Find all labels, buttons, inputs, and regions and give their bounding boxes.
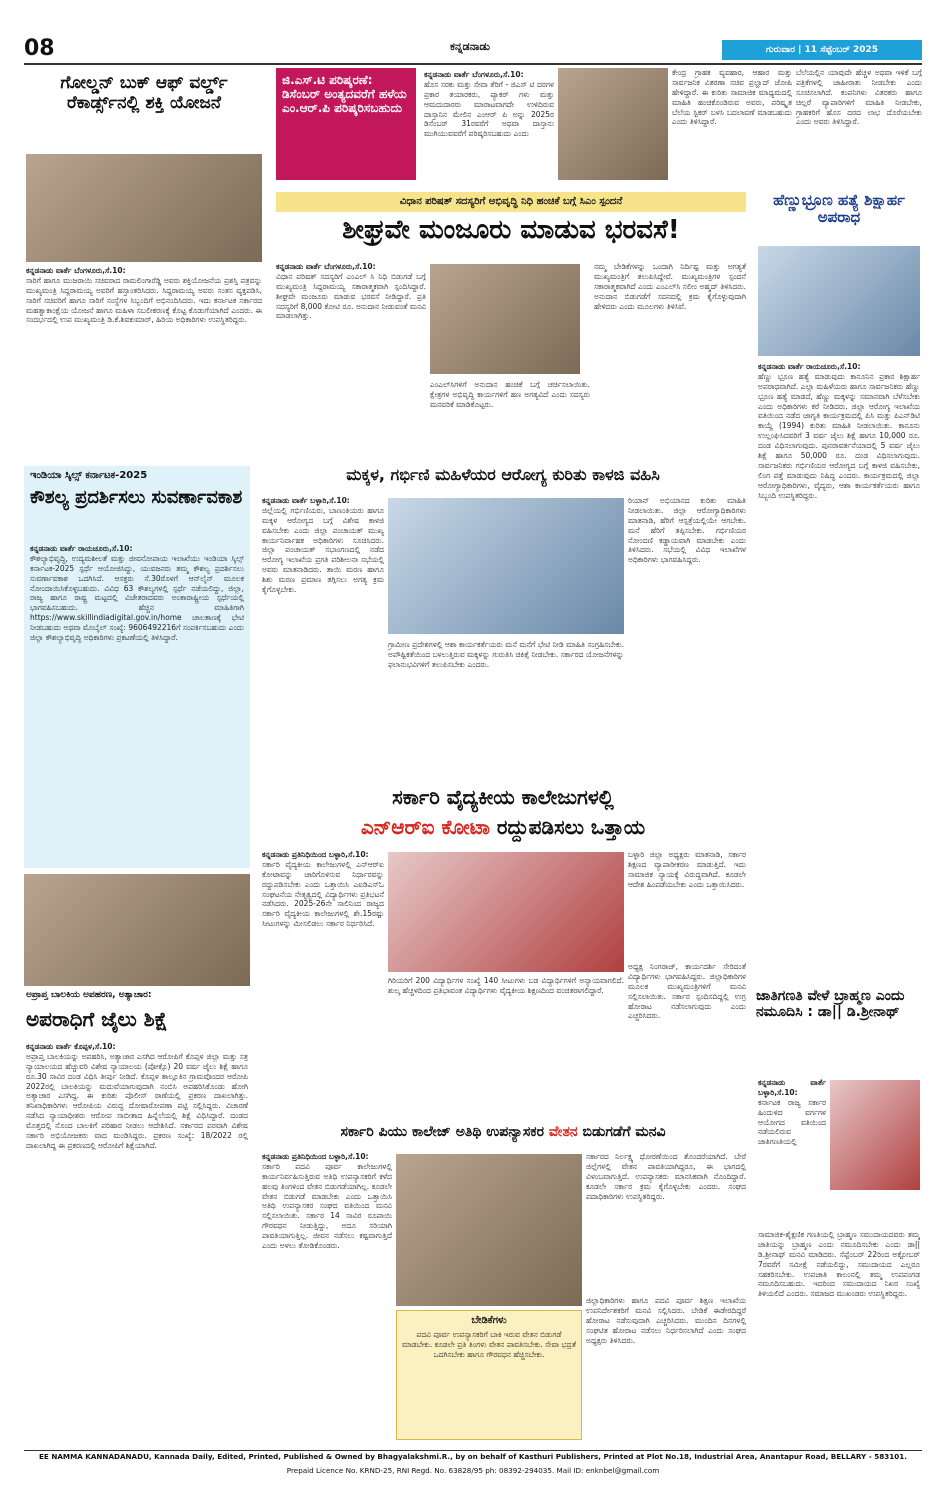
nri-headline-line2 (260, 816, 746, 844)
nri-headline-line1: ಸರ್ಕಾರಿ ವೈದ್ಯಕೀಯ ಕಾಲೇಜುಗಳಲ್ಲಿ (392, 786, 614, 809)
caste-intro-text: ಕರ್ನಾಟಕ ರಾಜ್ಯ ಸರ್ಕಾರ ಹಿಂದುಳಿದ ವರ್ಗಗಳ ಆಯೋಗದ ವತಿಯಿಂದ ನಡೆಯಲಿರುವ ಜಾತಿಗಣತಿಯಲ್ಲಿ (758, 1097, 826, 1147)
nri-dateline: ಕನ್ನಡನಾಡು ಪ್ರತಿನಿಧಿಯಿಂದ ಬಳ್ಳಾರಿ,ಸೆ.10: (262, 850, 369, 859)
puc-demands-body: ಪದವಿ ಪೂರ್ವ ಉಪನ್ಯಾಸಕರಿಗೆ ಬಾಕಿ ಇರುವ ವೇತನ ಬಿಡುಗಡೆ ಮಾಡಬೇಕು. ಕೂಡಲೇ ಪ್ರತಿ ತಿಂಗಳು ವೇತನ ಪಾವತಿಸಬೇಕು. ಸೇವಾ ಭದ್ರತೆ ಒದಗಿಸಬೇಕು ಹಾಗೂ ಗೌರವಧನ ಹೆಚ್ಚಿಸಬೇಕು. (401, 1330, 576, 1359)
gst-body-1: ಹೊಸ ಸರಕು ಮತ್ತು ಸೇವಾ ತೆರಿಗೆ - ಜಿಎಸ್ ಟಿ ದರಗಳ ಪ್ರಕಾರ ತಯಾರಕರು, ಪ್ಯಾಕರ್ ಗಳು ಮತ್ತು ಆಮದುದಾರರು ಮಾರಾಟವಾಗದೇ ಉಳಿದಿರುವ ದಾಸ್ತಾನಿನ ಮೇಲಿನ ಎಂಆರ್ ಪಿ ಅನ್ನು 2025ರ ಡಿಸೆಂಬರ್ 31ರವರೆಗೆ ಅಥವಾ ದಾಸ್ತಾನು ಮುಗಿಯುವವರೆಗೆ ಪರಿಷ್ಕರಿಸಬಹುದು ಎಂದು (424, 79, 554, 139)
puc-headline-red: ವೇತನ (548, 1124, 578, 1140)
date-text: ಗುರುವಾರ | 11 ಸೆಪ್ಟೆಂಬರ್ 2025 (765, 45, 879, 55)
gst-article-col2 (672, 68, 792, 180)
kidnap-body: ಅಪ್ರಾಪ್ತ ಬಾಲಕಿಯನ್ನು ಅಪಹರಿಸಿ, ಅತ್ಯಾಚಾರ ಎಸಗಿದ ಆರೋಪಿಗೆ ಕೊಪ್ಪಳ ಜಿಲ್ಲಾ ಮತ್ತು ಸತ್ರ ನ್ಯಾಯಾಲಯದ ಹೆಚ್ಚುವರಿ ವಿಶೇಷ ನ್ಯಾಯಾಲಯ (ಪೋಕ್ಸೊ) 20 ವರ್ಷ ಜೈಲು ಶಿಕ್ಷೆ ಹಾಗೂ ರೂ.30 ಸಾವಿರ ದಂಡ ವಿಧಿಸಿ ತೀರ್ಪು ನೀಡಿದೆ. ಕೊಪ್ಪಳ ತಾಲ್ಲೂಕಿನ ಗ್ರಾಮವೊಂದರ ಆರೋಪಿ 2022ರಲ್ಲಿ ಬಾಲಕಿಯನ್ನು ಮದುವೆಯಾಗುವುದಾಗಿ ನಂಬಿಸಿ ಅಪಹರಿಸಿಕೊಂಡು ಹೋಗಿ ಅತ್ಯಾಚಾರ ಎಸಗಿದ್ದ. ಈ ಕುರಿತು ಪೊಲೀಸ್ ಠಾಣೆಯಲ್ಲಿ ಪ್ರಕರಣ ದಾಖಲಾಗಿತ್ತು. ತನಿಖಾಧಿಕಾರಿಗಳು ಆರೋಪಿಯ ವಿರುದ್ಧ ದೋಷಾರೋಪಣಾ ಪಟ್ಟಿ ಸಲ್ಲಿಸಿದ್ದರು. ವಿಚಾರಣೆ ನಡೆಸಿದ ನ್ಯಾಯಾಧೀಶರು ಆರೋಪ ಸಾಬೀತಾದ ಹಿನ್ನೆಲೆಯಲ್ಲಿ ಶಿಕ್ಷೆ ವಿಧಿಸಿದ್ದಾರೆ. ದಂಡದ ಮೊತ್ತದಲ್ಲಿ ನೊಂದ ಬಾಲಕಿಗೆ ಪರಿಹಾರ ನೀಡಲು ಆದೇಶಿಸಿದೆ. ಸರ್ಕಾರದ ಪರವಾಗಿ ವಿಶೇಷ ಸರ್ಕಾರಿ ಅಭಿಯೋಜಕರು ವಾದ ಮಂಡಿಸಿದ್ದರು. ಪ್ರಕರಣ ಸಂಖ್ಯೆ: 18/2022 ರಲ್ಲಿ ದಾಖಲಾಗಿದ್ದ ಈ ಪ್ರಕರಣದಲ್ಲಿ ಆರೋಪಿಗೆ ಶಿಕ್ಷೆಯಾಗಿದೆ. (26, 1051, 248, 1150)
skills-article (30, 544, 244, 864)
caste-dateline: ಕನ್ನಡನಾಡು ವಾರ್ತೆ ಬಳ್ಳಾರಿ,ಸೆ.10: (758, 1078, 826, 1097)
pregnant-headline: ಮಕ್ಕಳ, ಗರ್ಭಿಣಿ ಮಹಿಳೆಯರ ಆರೋಗ್ಯ ಕುರಿತು ಕಾಳಜಿ ವಹಿಸಿ (346, 466, 660, 484)
skills-headline: ಕೌಶಲ್ಯ ಪ್ರದರ್ಶಿಸಲು ಸುವರ್ಣಾವಕಾಶ (30, 488, 243, 508)
cm-photo (430, 264, 580, 374)
guinness-headline: ಗೋಲ್ಡನ್ ಬುಕ್ ಆಫ್ ವರ್ಲ್ಡ್ ರೆಕಾರ್ಡ್ಸ್‌ನಲ್ಲಿ ಶಕ್ತಿ ಯೋಜನೆ (60, 73, 228, 113)
gst-banner (276, 68, 416, 180)
cm-body-1: ವಿಧಾನ ಪರಿಷತ್ ಸದಸ್ಯರಿಗೆ ಎಂಎಲ್ ಸಿ ನಿಧಿ ಬಿಡುಗಡೆ ಬಗ್ಗೆ ಮುಖ್ಯಮಂತ್ರಿ ಸಿದ್ದರಾಮಯ್ಯ ಸಕಾರಾತ್ಮಕವಾಗಿ ಸ್ಪಂದಿಸಿದ್ದಾರೆ. ಶೀಘ್ರವೇ ಮಂಜೂರು ಮಾಡುವ ಭರವಸೆ ನೀಡಿದ್ದಾರೆ. ಪ್ರತಿ ಸದಸ್ಯರಿಗೆ 8,000 ಕೋಟಿ ರೂ. ಅನುದಾನ ನೀಡುವಂತೆ ಮನವಿ ಮಾಡಲಾಗಿತ್ತು. (276, 271, 426, 321)
nri-caption (388, 976, 624, 1114)
skills-body: ಕೌಶಲ್ಯಾಭಿವೃದ್ಧಿ, ಉದ್ಯಮಶೀಲತೆ ಮತ್ತು ಜೀವನೋಪಾಯ ಇಲಾಖೆಯು ಇಂಡಿಯಾ ಸ್ಕಿಲ್ಸ್ ಕರ್ನಾಟಕ-2025 ಸ್ಪರ್ಧೆ ಆಯೋಜಿಸಿದ್ದು, ಯುವಜನರು ತಮ್ಮ ಕೌಶಲ್ಯ ಪ್ರದರ್ಶಿಸಲು ಸುವರ್ಣಾವಕಾಶ ಒದಗಿಸಿದೆ. ಆಸಕ್ತರು ಸೆ.30ರೊಳಗೆ ಆನ್‌ಲೈನ್ ಮೂಲಕ ನೋಂದಾಯಿಸಿಕೊಳ್ಳಬಹುದು. ವಿವಿಧ 63 ಕೌಶಲ್ಯಗಳಲ್ಲಿ ಸ್ಪರ್ಧೆ ನಡೆಯಲಿದ್ದು, ಜಿಲ್ಲಾ, ರಾಜ್ಯ ಹಾಗೂ ರಾಷ್ಟ್ರ ಮಟ್ಟದಲ್ಲಿ ವಿಜೇತರಾದವರು ಅಂತಾರಾಷ್ಟ್ರೀಯ ಸ್ಪರ್ಧೆಯಲ್ಲಿ ಭಾಗವಹಿಸಬಹುದು. ಹೆಚ್ಚಿನ ಮಾಹಿತಿಗಾಗಿ https://www.skillindiadigital.gov.in/home ಜಾಲತಾಣಕ್ಕೆ ಭೇಟಿ ನೀಡಬಹುದು ಅಥವಾ ಮೊಬೈಲ್ ಸಂಖ್ಯೆ: 9606492216ಗೆ ಸಂಪರ್ಕಿಸಬಹುದು ಎಂದು ಜಿಲ್ಲಾ ಕೌಶಲ್ಯಾಭಿವೃದ್ಧಿ ಅಧಿಕಾರಿಗಳು ಪ್ರಕಟಣೆಯಲ್ಲಿ ತಿಳಿಸಿದ್ದಾರೆ. (30, 553, 244, 643)
puc-article-col2 (586, 1152, 746, 1292)
kidnap-dateline: ಕನ್ನಡನಾಡು ವಾರ್ತೆ ಕೊಪ್ಪಳ,ಸೆ.10: (26, 1042, 116, 1051)
kidnap-article (26, 1042, 248, 1442)
puc-body-2: ಸರ್ಕಾರದ ನಿರ್ಲಕ್ಷ್ಯ ಧೋರಣೆಯಿಂದ ತೊಂದರೆಯಾಗಿದೆ. ಬೇರೆ ಜಿಲ್ಲೆಗಳಲ್ಲಿ ವೇತನ ಪಾವತಿಯಾಗಿದ್ದರೂ, ಈ ಭಾಗದಲ್ಲಿ ವಿಳಂಬವಾಗುತ್ತಿದೆ. ಉಪನ್ಯಾಸಕರು ಮಾನಸಿಕವಾಗಿ ನೊಂದಿದ್ದಾರೆ. ಕೂಡಲೇ ಸರ್ಕಾರ ಕ್ರಮ ಕೈಗೊಳ್ಳಬೇಕು ಎಂದರು. ಸಂಘದ ಪದಾಧಿಕಾರಿಗಳು ಉಪಸ್ಥಿತರಿದ್ದರು. (586, 1152, 746, 1201)
nri-protest-photo (388, 852, 624, 972)
nri-headline-red: ಎನ್‌ಆರ್‌ಐ ಕೋಟಾ (360, 816, 490, 839)
caste-article (758, 1230, 920, 1442)
gavel-photo (24, 874, 250, 986)
pregnant-article-col3 (628, 496, 746, 774)
pregnant-photo (388, 498, 624, 634)
caste-body: ಸಾಮಾಜಿಕ-ಶೈಕ್ಷಣಿಕ ಗಣತಿಯಲ್ಲಿ ಬ್ರಾಹ್ಮಣ ಸಮುದಾಯದವರು ತಮ್ಮ ಜಾತಿಯನ್ನು ಬ್ರಾಹ್ಮಣ ಎಂದು ನಮೂದಿಸಬೇಕು ಎಂದು ಡಾ|| ಡಿ.ಶ್ರೀನಾಥ್ ಮನವಿ ಮಾಡಿದರು. ಸೆಪ್ಟೆಂಬರ್ 22ರಿಂದ ಅಕ್ಟೋಬರ್ 7ರವರೆಗೆ ಸಮೀಕ್ಷೆ ನಡೆಯಲಿದ್ದು, ಸಮುದಾಯದ ಎಲ್ಲರೂ ಸಹಕರಿಸಬೇಕು. ಉಪಜಾತಿ ಕಾಲಂನಲ್ಲಿ ತಮ್ಮ ಉಪಪಂಗಡ ನಮೂದಿಸಬಹುದು. ಇದರಿಂದ ಸಮುದಾಯದ ನಿಖರ ಸಂಖ್ಯೆ ತಿಳಿಯಲಿದೆ ಎಂದರು. ಸಮಾಜದ ಮುಖಂಡರು ಉಪಸ್ಥಿತರಿದ್ದರು. (758, 1230, 920, 1299)
puc-photo (396, 1154, 582, 1306)
puc-headline-prefix: ಸರ್ಕಾರಿ ಪಿಯು ಕಾಲೇಜ್ ಅತಿಥಿ ಉಪನ್ಯಾಸಕರ (340, 1124, 549, 1140)
gst-dateline: ಕನ್ನಡನಾಡು ವಾರ್ತೆ ಬೆಂಗಳೂರು,ಸೆ.10: (424, 70, 524, 79)
gst-minister-photo (558, 68, 668, 180)
foeticide-dateline: ಕನ್ನಡನಾಡು ವಾರ್ತೆ ರಾಯಚೂರು,ಸೆ.10: (758, 362, 861, 371)
guinness-body: ಸಾರಿಗೆ ಹಾಗೂ ಮುಜರಾಯಿ ಸಚಿವರಾದ ರಾಮಲಿಂಗಾರೆಡ್ಡಿ ಅವರು ಶಕ್ತಿಯೋಜನೆಯ ಪ್ರಶಸ್ತಿ ಪತ್ರವನ್ನು ಮುಖ್ಯಮಂತ್ರಿ ಸಿದ್ದರಾಮಯ್ಯ ಅವರಿಗೆ ಹಸ್ತಾಂತರಿಸಿದರು. ಸಿದ್ದರಾಮಯ್ಯ ಅವರು ಸಂತಸ ವ್ಯಕ್ತಪಡಿಸಿ, ಸಾರಿಗೆ ಸಚಿವರಿಗೆ ಹಾಗೂ ಸಾರಿಗೆ ಸಂಸ್ಥೆಗಳ ಸಿಬ್ಬಂದಿಗೆ ಅಭಿನಂದಿಸಿದರು. ಇದು ಕರ್ನಾಟಕ ಸರ್ಕಾರದ ಮಹತ್ವಾಕಾಂಕ್ಷೆಯ ಯೋಜನೆ ಹಾಗೂ ಮಹಿಳಾ ಸಬಲೀಕರಣಕ್ಕೆ ಕೊಟ್ಟ ಕೊಡುಗೆಯಾಗಿದೆ ಎಂದರು. ಈ ಸಂದರ್ಭದಲ್ಲಿ ಉಪ ಮುಖ್ಯಮಂತ್ರಿ ಡಿ.ಕೆ.ಶಿವಕುಮಾರ್, ಹಿರಿಯ ಅಧಿಕಾರಿಗಳು ಉಪಸ್ಥಿತರಿದ್ದರು. (26, 275, 262, 325)
gst-body-2: ಕೇಂದ್ರ ಗ್ರಾಹಕ ವ್ಯವಹಾರ, ಆಹಾರ ಮತ್ತು ಸಾರ್ವಜನಿಕ ವಿತರಣಾ ಸಚಿವ ಪ್ರಲ್ಹಾದ್ ಜೋಷಿ ಹೇಳಿದ್ದಾರೆ. ಈ ಕುರಿತು ಸಾಮಾಜಿಕ ಮಾಧ್ಯಮದಲ್ಲಿ ಮಾಹಿತಿ ಹಂಚಿಕೊಂಡಿರುವ ಅವರು, ಪರಿಷ್ಕೃತ ಬೆಲೆಯ ಸ್ಟಿಕರ್ ಬಳಸಿ ಬದಲಾವಣೆ ಮಾಡಬಹುದು ಎಂದು ತಿಳಿಸಿದ್ದಾರೆ. (672, 68, 792, 127)
puc-body-1: ಸರ್ಕಾರಿ ಪದವಿ ಪೂರ್ವ ಕಾಲೇಜುಗಳಲ್ಲಿ ಕಾರ್ಯನಿರ್ವಹಿಸುತ್ತಿರುವ ಅತಿಥಿ ಉಪನ್ಯಾಸಕರಿಗೆ ಕಳೆದ ಹಲವು ತಿಂಗಳಿಂದ ವೇತನ ಬಿಡುಗಡೆಯಾಗಿಲ್ಲ. ಕೂಡಲೇ ವೇತನ ಬಿಡುಗಡೆ ಮಾಡಬೇಕು ಎಂದು ಒತ್ತಾಯಿಸಿ ಅತಿಥಿ ಉಪನ್ಯಾಸಕರ ಸಂಘದ ವತಿಯಿಂದ ಮನವಿ ಸಲ್ಲಿಸಲಾಯಿತು. ಸರ್ಕಾರ 14 ಸಾವಿರ ರೂಪಾಯಿ ಗೌರವಧನ ನೀಡುತ್ತಿದ್ದು, ಅದೂ ಸರಿಯಾಗಿ ಪಾವತಿಯಾಗುತ್ತಿಲ್ಲ. ಜೀವನ ನಡೆಸಲು ಕಷ್ಟವಾಗುತ್ತಿದೆ ಎಂದು ಅಳಲು ತೋಡಿಕೊಂಡರು. (262, 1161, 392, 1251)
puc-headline-suffix: ಬಿಡುಗಡೆಗೆ ಮನವಿ (577, 1124, 666, 1140)
cm-kicker (276, 192, 746, 212)
caste-headline: ಜಾತಿಗಣತಿ ವೇಳೆ ಬ್ರಾಹ್ಮಣ ಎಂದು ನಮೂದಿಸಿ : ಡಾ|| ಡಿ.ಶ್ರೀನಾಥ್ (756, 988, 905, 1021)
cm-body-3: ನಮ್ಮ ಬೇಡಿಕೆಗಳನ್ನು ಒಂದಾಗಿ ನಿರ್ದಿಷ್ಟ ಮತ್ತು ಅಗತ್ಯತೆ ಮುಖ್ಯಮಂತ್ರಿಗೆ ತಲುಪಿಸಿದ್ದೇವೆ. ಮುಖ್ಯಮಂತ್ರಿಗಳ ಸ್ಪಂದನೆ ಸಕಾರಾತ್ಮಕವಾಗಿದೆ ಎಂದು ಎಂಎಲ್‌ಸಿ ಸಲೀಂ ಅಹ್ಮದ್ ತಿಳಿಸಿದರು. ಅನುದಾನ ಬಿಡುಗಡೆಗೆ ಸದನದಲ್ಲಿ ಕ್ರಮ ಕೈಗೊಳ್ಳುವುದಾಗಿ ಹೇಳಿದರು ಎಂದು ಮೂಲಗಳು ತಿಳಿಸಿವೆ. (594, 262, 746, 311)
kidnap-headline: ಅಪರಾಧಿಗೆ ಜೈಲು ಶಿಕ್ಷೆ (26, 1008, 168, 1031)
nri-body-1: ಸರ್ಕಾರಿ ವೈದ್ಯಕೀಯ ಕಾಲೇಜುಗಳಲ್ಲಿ ಎನ್‌ಆರ್‌ಐ ಕೋಟಾವನ್ನು ಜಾರಿಗೊಳಿಸುವ ನಿರ್ಧಾರವನ್ನು ರದ್ದುಪಡಿಸಬೇಕು ಎಂದು ಒತ್ತಾಯಿಸಿ ಎಐಡಿಎಸ್‌ಓ ಸಂಘಟನೆಯ ನೇತೃತ್ವದಲ್ಲಿ ವಿದ್ಯಾರ್ಥಿಗಳು ಪ್ರತಿಭಟನೆ ನಡೆಸಿದರು. 2025-26ನೇ ಸಾಲಿನಿಂದ ರಾಜ್ಯದ ಸರ್ಕಾರಿ ವೈದ್ಯಕೀಯ ಕಾಲೇಜುಗಳಲ್ಲಿ ಶೇ.15ರಷ್ಟು ಸೀಟುಗಳನ್ನು ಮೀಸಲಿಡಲು ಸರ್ಕಾರ ನಿರ್ಧರಿಸಿದೆ. (262, 859, 384, 929)
footer-imprint: EE NAMMA KANNADANADU, Kannada Daily, Edited, Printed, Published & Owned by Bhagyalakshmi.R., by on behalf of Kasthuri Publishers, Printed at Plot No.18, Industrial Area, Anantapur Road, BELLARY - 583101. (39, 1452, 907, 1461)
pregnant-body-2: ಗ್ರಾಮೀಣ ಪ್ರದೇಶಗಳಲ್ಲಿ ಆಶಾ ಕಾರ್ಯಕರ್ತೆಯರು ಮನೆ ಮನೆಗೆ ಭೇಟಿ ನೀಡಿ ಮಾಹಿತಿ ಸಂಗ್ರಹಿಸಬೇಕು. ಅಪೌಷ್ಟಿಕತೆಯಿಂದ ಬಳಲುತ್ತಿರುವ ಮಕ್ಕಳನ್ನು ಗುರುತಿಸಿ ಚಿಕಿತ್ಸೆ ನೀಡಬೇಕು. ಸರ್ಕಾರದ ಯೋಜನೆಗಳನ್ನು ಫಲಾನುಭವಿಗಳಿಗೆ ತಲುಪಿಸಬೇಕು ಎಂದರು. (388, 640, 624, 669)
foeticide-photo (758, 246, 920, 356)
skills-kicker: ಇಂಡಿಯಾ ಸ್ಕಿಲ್ಸ್ ಕರ್ನಾಟಕ-2025 (30, 470, 148, 481)
pregnant-dateline: ಕನ್ನಡನಾಡು ವಾರ್ತೆ ಬಳ್ಳಾರಿ,ಸೆ.10: (262, 496, 350, 505)
foeticide-article (758, 362, 920, 980)
gst-banner-text: ಜಿ.ಎಸ್.ಟಿ ಪರಿಷ್ಕರಣೆ: ಡಿಸೆಂಬರ್ ಅಂತ್ಯದವರೆಗೆ ಹಳೆಯ ಎಂ.ಆರ್.ಪಿ ಪರಿಷ್ಕರಿಸಬಹುದು (282, 73, 407, 115)
cm-article-col2 (430, 380, 590, 456)
gst-body-3: ಬೆಲೆಯಲ್ಲಿನ ಯಾವುದೇ ಹೆಚ್ಚಳ ಅಥವಾ ಇಳಿಕೆ ಬಗ್ಗೆ ಪತ್ರಿಕೆಗಳಲ್ಲಿ ಜಾಹೀರಾತು ನೀಡಬೇಕು ಎಂದು ಸೂಚಿಸಲಾಗಿದೆ. ಕಂಪನಿಗಳು ವಿತರಕರು ಹಾಗೂ ಚಿಲ್ಲರೆ ವ್ಯಾಪಾರಿಗಳಿಗೆ ಮಾಹಿತಿ ನೀಡಬೇಕು, ಗ್ರಾಹಕರಿಗೆ ಹೊಸ ದರದ ಲಾಭ ದೊರೆಯಬೇಕು ಎಂದು ಅವರು ತಿಳಿಸಿದ್ದಾರೆ. (796, 68, 922, 127)
cm-dateline: ಕನ್ನಡನಾಡು ವಾರ್ತೆ ಬೆಂಗಳೂರು,ಸೆ.10: (276, 262, 376, 271)
pregnant-article-col2 (388, 640, 624, 774)
puc-demands-title: ಬೇಡಿಕೆಗಳು (471, 1315, 507, 1326)
puc-headline (260, 1124, 746, 1148)
foeticide-headline: ಹೆಣ್ಣುಭ್ರೂಣ ಹತ್ಯೆ ಶಿಕ್ಷಾರ್ಹ ಅಪರಾಧ (773, 192, 905, 227)
gst-article-col3 (796, 68, 922, 180)
gst-article-col1 (424, 70, 554, 180)
nri-article-col1 (262, 850, 384, 1114)
pregnant-body-1: ಜಿಲ್ಲೆಯಲ್ಲಿ ಗರ್ಭಿಣಿಯರು, ಬಾಣಂತಿಯರು ಹಾಗೂ ಮಕ್ಕಳ ಆರೋಗ್ಯದ ಬಗ್ಗೆ ವಿಶೇಷ ಕಾಳಜಿ ವಹಿಸಬೇಕು ಎಂದು ಜಿಲ್ಲಾ ಪಂಚಾಯತ್ ಮುಖ್ಯ ಕಾರ್ಯನಿರ್ವಾಹಕ ಅಧಿಕಾರಿಗಳು ಸೂಚಿಸಿದರು. ಜಿಲ್ಲಾ ಪಂಚಾಯತ್ ಸಭಾಂಗಣದಲ್ಲಿ ನಡೆದ ಆರೋಗ್ಯ ಇಲಾಖೆಯ ಪ್ರಗತಿ ಪರಿಶೀಲನಾ ಸಭೆಯಲ್ಲಿ ಅವರು ಮಾತನಾಡಿದರು. ತಾಯಿ ಮರಣ ಹಾಗೂ ಶಿಶು ಮರಣ ಪ್ರಮಾಣ ತಗ್ಗಿಸಲು ಅಗತ್ಯ ಕ್ರಮ ಕೈಗೊಳ್ಳಬೇಕು. (262, 505, 384, 595)
puc-body-3: ಜಿಲ್ಲಾಧಿಕಾರಿಗಳು ಹಾಗೂ ಪದವಿ ಪೂರ್ವ ಶಿಕ್ಷಣ ಇಲಾಖೆಯ ಉಪನಿರ್ದೇಶಕರಿಗೆ ಮನವಿ ಸಲ್ಲಿಸಿದರು. ಬೇಡಿಕೆ ಈಡೇರದಿದ್ದರೆ ಹೋರಾಟ ನಡೆಸುವುದಾಗಿ ಎಚ್ಚರಿಸಿದರು. ಮುಂದಿನ ದಿನಗಳಲ್ಲಿ ಸಂಘಟಿತ ಹೋರಾಟ ನಡೆಸಲು ನಿರ್ಧರಿಸಲಾಗಿದೆ ಎಂದು ಸಂಘದ ಅಧ್ಯಕ್ಷರು ತಿಳಿಸಿದರು. (586, 1296, 746, 1345)
cm-body-2: ಎಂಎಲ್‌ಸಿಗಳಿಗೆ ಅನುದಾನ ಹಂಚಿಕೆ ಬಗ್ಗೆ ಚರ್ಚಿಸಲಾಯಿತು. ಕ್ಷೇತ್ರಗಳ ಅಭಿವೃದ್ಧಿ ಕಾರ್ಯಗಳಿಗೆ ಹಣ ಅಗತ್ಯವಿದೆ ಎಂದು ಸದಸ್ಯರು ಮನವರಿಕೆ ಮಾಡಿಕೊಟ್ಟರು. (430, 380, 590, 409)
kidnap-kicker: ಅಪ್ರಾಪ್ತ ಬಾಲಕಿಯ ಅಪಹರಣ, ಅತ್ಯಾಚಾರ: (26, 990, 152, 1000)
masthead: ಕನ್ನಡನಾಡು (449, 40, 491, 53)
nri-article-col3 (628, 962, 746, 1114)
cm-article-col1 (276, 262, 426, 456)
footer-rule (24, 1450, 922, 1451)
foeticide-body: ಹೆಣ್ಣು ಭ್ರೂಣ ಹತ್ಯೆ ಮಾಡುವುದು ಕಾನೂನಿನ ಪ್ರಕಾರ ಶಿಕ್ಷಾರ್ಹ ಅಪರಾಧವಾಗಿದೆ. ಎಲ್ಲಾ ಮಹಿಳೆಯರು ಹಾಗೂ ಸಾರ್ವಜನಿಕರು ಹೆಣ್ಣು ಭ್ರೂಣ ಹತ್ಯೆ ಮಾಡದೆ, ಹೆಣ್ಣು ಮಕ್ಕಳನ್ನು ಸಮಾನವಾಗಿ ಬೆಳೆಸಬೇಕು ಎಂದು ಅಧಿಕಾರಿಗಳು ಕರೆ ನೀಡಿದರು. ಜಿಲ್ಲಾ ಆರೋಗ್ಯ ಇಲಾಖೆಯ ವತಿಯಿಂದ ನಡೆದ ಜಾಗೃತಿ ಕಾರ್ಯಕ್ರಮದಲ್ಲಿ ಪಿಸಿ ಮತ್ತು ಪಿಎನ್‌ಡಿಟಿ ಕಾಯ್ದೆ (1994) ಕುರಿತು ಮಾಹಿತಿ ನೀಡಲಾಯಿತು. ಕಾನೂನು ಉಲ್ಲಂಘಿಸಿದವರಿಗೆ 3 ವರ್ಷ ಜೈಲು ಶಿಕ್ಷೆ ಹಾಗೂ 10,000 ರೂ. ದಂಡ ವಿಧಿಸಲಾಗುವುದು. ಪುನರಾವರ್ತನೆಯಾದಲ್ಲಿ 5 ವರ್ಷ ಜೈಲು ಶಿಕ್ಷೆ ಹಾಗೂ 50,000 ರೂ. ದಂಡ ವಿಧಿಸಲಾಗುವುದು. ಸಾರ್ವಜನಿಕರು ಗರ್ಭಿಣಿಯರ ಆರೋಗ್ಯದ ಬಗ್ಗೆ ಕಾಳಜಿ ವಹಿಸಬೇಕು, ಲಿಂಗ ಪತ್ತೆ ಮಾಡುವುದು ನಿಷಿದ್ಧ ಎಂದರು. ಕಾರ್ಯಕ್ರಮದಲ್ಲಿ ಜಿಲ್ಲಾ ಆರೋಗ್ಯಾಧಿಕಾರಿಗಳು, ವೈದ್ಯರು, ಆಶಾ ಕಾರ್ಯಕರ್ತೆಯರು ಹಾಗೂ ಸಿಬ್ಬಂದಿ ಉಪಸ್ಥಿತರಿದ್ದರು. (758, 371, 920, 500)
guinness-photo (26, 154, 262, 262)
srinath-photo (830, 1080, 920, 1190)
cm-article-col3 (594, 262, 746, 456)
header-rule (24, 63, 922, 65)
nri-body-2: ಬಳ್ಳಾರಿ ಜಿಲ್ಲಾ ಅಧ್ಯಕ್ಷರು ಮಾತನಾಡಿ, ಸರ್ಕಾರ ಶಿಕ್ಷಣದ ವ್ಯಾಪಾರೀಕರಣ ಮಾಡುತ್ತಿದೆ. ಇದು ಸಾಮಾಜಿಕ ನ್ಯಾಯಕ್ಕೆ ವಿರುದ್ಧವಾಗಿದೆ. ಕೂಡಲೇ ಆದೇಶ ಹಿಂಪಡೆಯಬೇಕು ಎಂದು ಒತ್ತಾಯಿಸಿದರು. (628, 850, 746, 889)
date-banner (722, 40, 922, 60)
nri-headline-rest: ರದ್ದುಪಡಿಸಲು ಒತ್ತಾಯ (489, 816, 646, 839)
caste-intro (758, 1078, 826, 1228)
page-number: 08 (24, 36, 55, 61)
skills-dateline: ಕನ್ನಡನಾಡು ವಾರ್ತೆ ರಾಯಚೂರು,ಸೆ.10: (30, 544, 133, 553)
footer-licence: Prepaid Licence No. KRND-25, RNI Regd. No. 63828/95 ph: 08392-294035. Mail ID: enknbel@gmail.com (286, 1466, 660, 1475)
puc-dateline: ಕನ್ನಡನಾಡು ಪ್ರತಿನಿಧಿಯಿಂದ ಬಳ್ಳಾರಿ,ಸೆ.10: (262, 1152, 369, 1161)
puc-demands-box (396, 1310, 582, 1440)
cm-kicker-text: ವಿಧಾನ ಪರಿಷತ್ ಸದಸ್ಯರಿಗೆ ಅಭಿವೃದ್ಧಿ ನಿಧಿ ಹಂಚಿಕೆ ಬಗ್ಗೆ ಸಿಎಂ ಸ್ಪಂದನೆ (399, 196, 623, 207)
nri-body-3: ಅಧ್ಯಕ್ಷ ನಿಂಗರಾಜ್, ಕಾರ್ಯದರ್ಶಿ ಸೇರಿದಂತೆ ವಿದ್ಯಾರ್ಥಿಗಳು ಭಾಗವಹಿಸಿದ್ದರು. ಜಿಲ್ಲಾಧಿಕಾರಿಗಳ ಮೂಲಕ ಮುಖ್ಯಮಂತ್ರಿಗಳಿಗೆ ಮನವಿ ಸಲ್ಲಿಸಲಾಯಿತು. ಸರ್ಕಾರ ಸ್ಪಂದಿಸದಿದ್ದಲ್ಲಿ ಉಗ್ರ ಹೋರಾಟ ನಡೆಸಲಾಗುವುದು ಎಂದು ಎಚ್ಚರಿಸಿದರು. (628, 962, 746, 1021)
nri-caption-text: ಗಿರಿಯರಿಗೆ 200 ವಿದ್ಯಾರ್ಥಿಗಳ ಸಂಖ್ಯೆ 140 ಸೀಟುಗಳು ಬಡ ವಿದ್ಯಾರ್ಥಿಗಳಿಗೆ ಅನ್ಯಾಯವಾಗಲಿದೆ. ಶುಲ್ಕ ಹೆಚ್ಚಳದಿಂದ ಪ್ರತಿಭಾವಂತ ವಿದ್ಯಾರ್ಥಿಗಳು ವೈದ್ಯಕೀಯ ಶಿಕ್ಷಣದಿಂದ ವಂಚಿತರಾಗಲಿದ್ದಾರೆ. (388, 976, 624, 995)
puc-article-col1 (262, 1152, 392, 1442)
guinness-dateline: ಕನ್ನಡನಾಡು ವಾರ್ತೆ ಬೆಂಗಳೂರು,ಸೆ.10: (26, 266, 126, 275)
pregnant-body-3: ರಿಯಾನ್ ಅಭಿಯಾನದ ಕುರಿತು ಮಾಹಿತಿ ನೀಡಲಾಯಿತು. ಜಿಲ್ಲಾ ಆರೋಗ್ಯಾಧಿಕಾರಿಗಳು ಮಾತನಾಡಿ, ಹೆರಿಗೆ ಆಸ್ಪತ್ರೆಯಲ್ಲಿಯೇ ಆಗಬೇಕು. ಮನೆ ಹೆರಿಗೆ ತಪ್ಪಿಸಬೇಕು. ಗರ್ಭಿಣಿಯರ ನೋಂದಣಿ ಕಡ್ಡಾಯವಾಗಿ ಮಾಡಬೇಕು ಎಂದು ತಿಳಿಸಿದರು. ಸಭೆಯಲ್ಲಿ ವಿವಿಧ ಇಲಾಖೆಗಳ ಅಧಿಕಾರಿಗಳು ಭಾಗವಹಿಸಿದ್ದರು. (628, 496, 746, 565)
pregnant-article-col1 (262, 496, 384, 774)
puc-article-col3 (586, 1296, 746, 1442)
guinness-article (26, 266, 262, 456)
nri-article-col2 (628, 850, 746, 960)
cm-headline: ಶೀಘ್ರವೇ ಮಂಜೂರು ಮಾಡುವ ಭರವಸೆ! (342, 216, 680, 245)
